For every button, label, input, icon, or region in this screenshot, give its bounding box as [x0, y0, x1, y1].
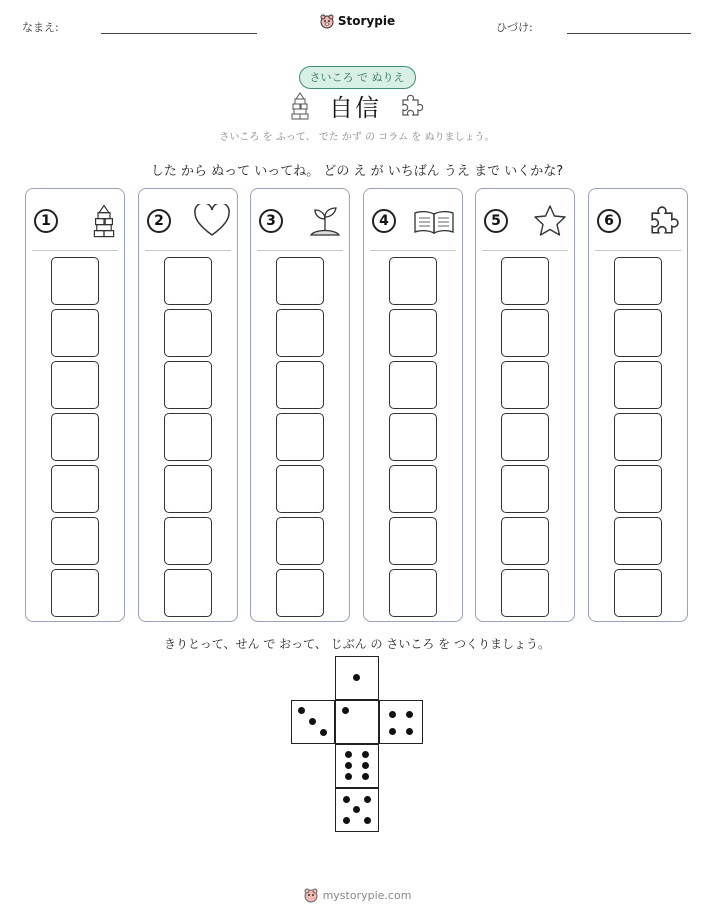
date-label: ひづけ: [496, 21, 533, 34]
color-box[interactable] [501, 413, 549, 461]
color-box[interactable] [501, 517, 549, 565]
color-box[interactable] [276, 465, 324, 513]
brand [0, 13, 714, 29]
color-box[interactable] [501, 309, 549, 357]
instruction: した から ぬって いってね。 どの え が いちばん うえ まで いくかな? [150, 164, 564, 179]
column-6 [588, 188, 688, 622]
heart-icon [193, 204, 231, 238]
cut-instruction: きりとって、せん で おって、 じぶん の さいころ を つくりましょう。 [164, 637, 550, 651]
color-box[interactable] [614, 413, 662, 461]
star-icon [532, 203, 568, 239]
color-box[interactable] [614, 569, 662, 617]
activity-badge: さいころ で ぬりえ [299, 66, 416, 89]
subtitle: さいころ を ふって、 でた かず の コラム を ぬりましょう。 [219, 132, 495, 143]
footer-url[interactable]: mystorypie.com [322, 888, 412, 902]
color-box[interactable] [614, 309, 662, 357]
dice-face-6 [335, 744, 379, 788]
sprout-icon [307, 203, 343, 239]
dice-face-1 [335, 656, 379, 700]
color-box[interactable] [501, 361, 549, 409]
storypie-logo-icon [303, 887, 319, 903]
column-2 [138, 188, 238, 622]
book-icon [412, 206, 456, 236]
color-box[interactable] [51, 413, 99, 461]
color-box[interactable] [51, 569, 99, 617]
brand-name: Storypie [337, 14, 396, 28]
color-box[interactable] [389, 413, 437, 461]
dice-face-4 [379, 700, 423, 744]
color-box[interactable] [614, 465, 662, 513]
color-box[interactable] [164, 361, 212, 409]
color-box[interactable] [614, 257, 662, 305]
block-tower-icon [90, 203, 118, 239]
color-box[interactable] [164, 309, 212, 357]
color-box[interactable] [389, 465, 437, 513]
date-line[interactable] [567, 33, 691, 34]
color-box[interactable] [614, 517, 662, 565]
color-box[interactable] [51, 517, 99, 565]
color-box[interactable] [276, 517, 324, 565]
storypie-logo-icon [319, 13, 335, 29]
puzzle-piece-icon [647, 204, 681, 238]
dice-face-5 [335, 788, 379, 832]
column-number: 3 [259, 209, 283, 233]
column-4 [363, 188, 463, 622]
column-number: 1 [34, 209, 58, 233]
color-box[interactable] [51, 257, 99, 305]
color-box[interactable] [389, 361, 437, 409]
color-box[interactable] [501, 257, 549, 305]
color-box[interactable] [389, 517, 437, 565]
color-box[interactable] [389, 569, 437, 617]
color-box[interactable] [389, 309, 437, 357]
color-box[interactable] [614, 361, 662, 409]
column-number: 6 [597, 209, 621, 233]
color-box[interactable] [276, 569, 324, 617]
column-number: 2 [147, 209, 171, 233]
color-box[interactable] [164, 413, 212, 461]
color-box[interactable] [51, 361, 99, 409]
color-box[interactable] [501, 569, 549, 617]
column-1 [25, 188, 125, 622]
color-box[interactable] [51, 309, 99, 357]
dice-face-3 [291, 700, 335, 744]
column-3 [250, 188, 350, 622]
color-box[interactable] [389, 257, 437, 305]
color-box[interactable] [164, 465, 212, 513]
name-label: なまえ: [22, 21, 59, 34]
name-line[interactable] [101, 33, 257, 34]
color-box[interactable] [276, 413, 324, 461]
color-box[interactable] [164, 517, 212, 565]
color-box[interactable] [501, 465, 549, 513]
dice-face-1b [335, 700, 379, 744]
color-box[interactable] [164, 569, 212, 617]
color-box[interactable] [276, 257, 324, 305]
color-box[interactable] [276, 309, 324, 357]
puzzle-piece-icon [399, 93, 425, 119]
page-title: 自信 [329, 94, 381, 122]
color-box[interactable] [276, 361, 324, 409]
color-box[interactable] [164, 257, 212, 305]
color-box[interactable] [51, 465, 99, 513]
footer [0, 887, 714, 903]
column-number: 5 [484, 209, 508, 233]
block-tower-icon [289, 91, 311, 121]
column-number: 4 [372, 209, 396, 233]
column-5 [475, 188, 575, 622]
